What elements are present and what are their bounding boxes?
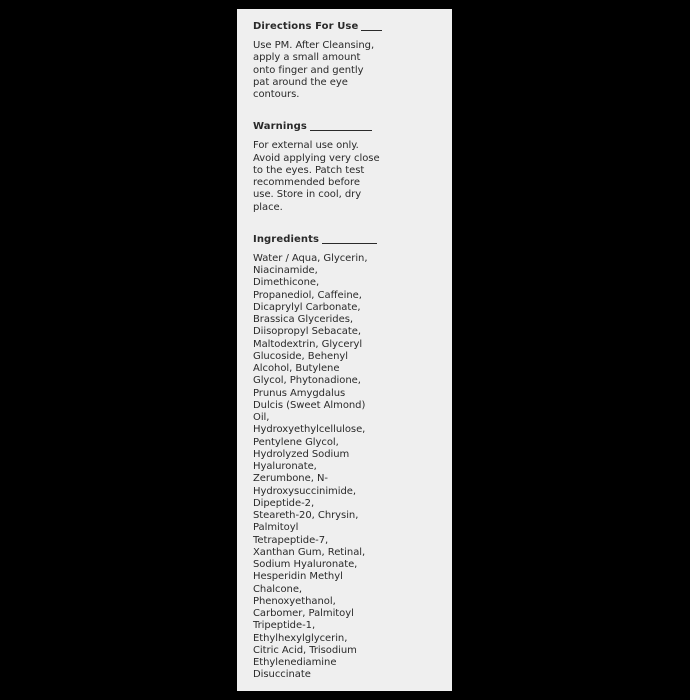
text-line: Zerumbone, N- [253,473,328,485]
warnings-heading-row [253,120,442,133]
product-label-panel [237,9,452,691]
text-line: Prunus Amygdalus [253,387,346,399]
text-line: Disuccinate [253,669,311,681]
text-line: Dimethicone, [253,277,320,289]
text-line: Xanthan Gum, Retinal, [253,546,366,558]
text-line: Tripeptide-1, [253,620,316,632]
text-line: Hesperidin Methyl [253,571,343,583]
text-line: Niacinamide, [253,265,318,276]
ingredients-text [253,253,442,682]
text-line: Brassica Glycerides, [253,314,353,325]
text-line: Water / Aqua, Glycerin, [253,252,368,264]
warnings-heading-rule [310,130,372,131]
warnings-heading: Warnings [253,121,307,133]
text-line: recommended before [253,177,360,188]
text-line: Sodium Hyaluronate, [253,559,358,570]
text-line: Chalcone, [253,583,303,595]
text-line: Dipeptide-2, [253,497,315,509]
text-line: Palmitoyl [253,522,299,534]
ingredients-heading-rule [322,243,377,244]
text-line: For external use only. [253,140,359,152]
warnings-text [253,140,442,214]
ingredients-heading: Ingredients [253,233,320,245]
text-line: Glycol, Phytonadione, [253,375,361,387]
text-line: Hydroxysuccinimide, [253,485,357,497]
ingredients-section [253,233,442,682]
directions-section [253,20,442,101]
text-line: apply a small amount [253,52,361,64]
text-line: Phenoxyethanol, [253,595,336,607]
text-line: to the eyes. Patch test [253,164,365,176]
text-line: Maltodextrin, Glyceryl [253,338,363,350]
text-line: Avoid applying very close [253,152,380,164]
text-line: Citric Acid, Trisodium [253,644,357,656]
text-line: Dulcis (Sweet Almond) [253,399,366,411]
ingredients-heading-row [253,233,442,246]
text-line: Hyaluronate, [253,461,317,472]
text-line: Glucoside, Behenyl [253,350,348,362]
text-line: Use PM. After Cleansing, [253,40,375,51]
text-line: Dicaprylyl Carbonate, [253,301,361,313]
text-line: contours. [253,89,300,100]
text-line: Pentylene Glycol, [253,436,339,448]
text-line: onto finger and gently [253,64,364,76]
text-line: Carbomer, Palmitoyl [253,608,354,619]
text-line: Ethylhexylglycerin, [253,632,348,644]
text-line: use. Store in cool, dry [253,189,362,201]
text-line: Hydrolyzed Sodium [253,448,350,460]
directions-heading: Directions For Use [253,21,359,32]
text-line: Diisopropyl Sebacate, [253,326,361,338]
warnings-section [253,120,442,214]
directions-heading-row [253,20,442,33]
text-line: Propanediol, Caffeine, [253,289,362,301]
text-line: place. [253,201,283,213]
text-line: pat around the eye [253,76,348,88]
text-line: Ethylenediamine [253,657,337,668]
text-line: Steareth-20, Chrysin, [253,510,359,521]
text-line: Hydroxyethylcellulose, [253,424,366,436]
directions-heading-rule [361,30,382,31]
text-line: Alcohol, Butylene [253,363,340,374]
directions-text [253,40,442,101]
text-line: Tetrapeptide-7, [253,534,329,546]
text-line: Oil, [253,412,270,423]
